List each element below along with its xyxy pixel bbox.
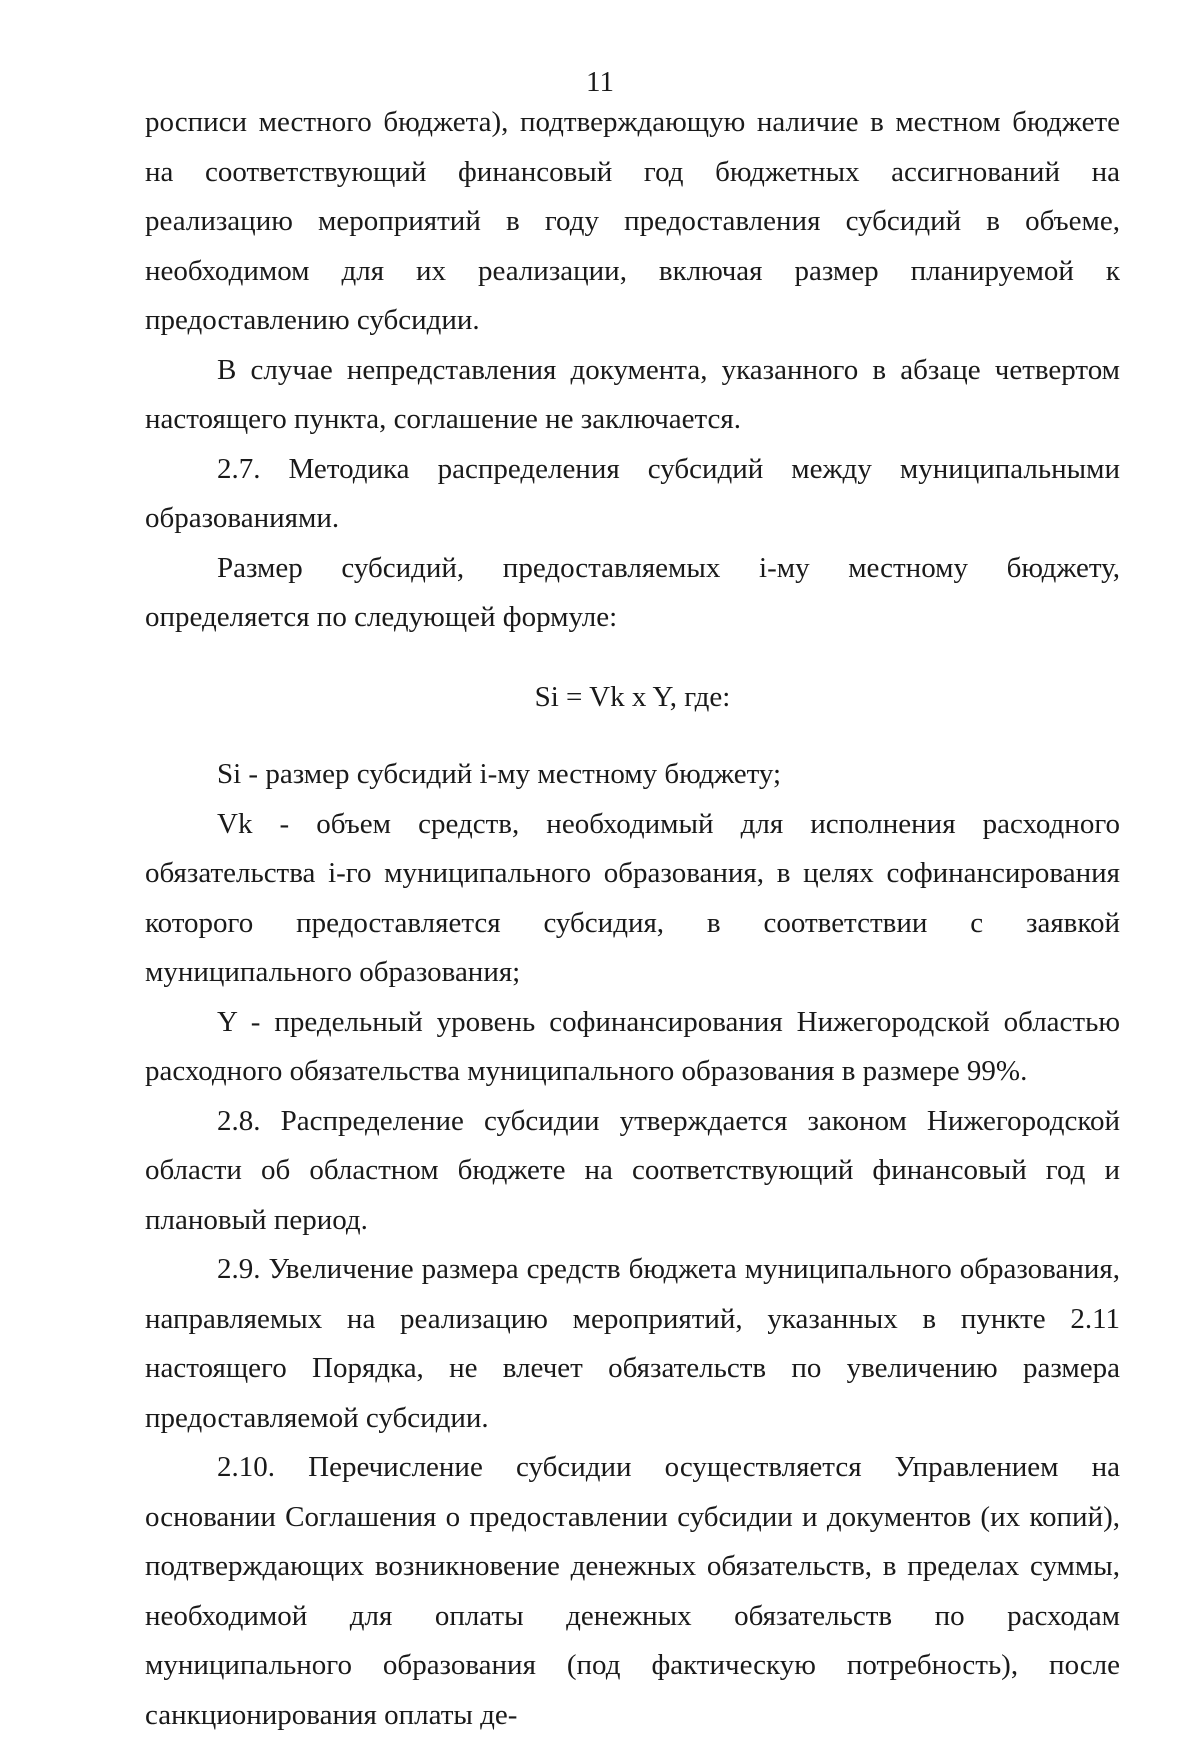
paragraph-formula-intro: Размер субсидий, предоставляемых i-му местному бюджету, определяется по следующей формуле: <box>145 551 1120 633</box>
paragraph-si-definition: Si - размер субсидий i-му местному бюджету; <box>217 758 782 790</box>
paragraph-2-10: 2.10. Перечисление субсидии осуществляется Управлением на основании Соглашения о предоставлении субсидии и документов (их копий), подтверждающих возникновение денежных обязательств, в пределах суммы, необходимой для оплаты денежных обязательств по расходам муниципального образования (под фактическую потребность), после санкционирования оплаты де- <box>145 1451 1120 1731</box>
document-body <box>145 98 1120 1740</box>
paragraph-2-7-heading: 2.7. Методика распределения субсидий между муниципальными образованиями. <box>145 452 1120 534</box>
page-number: 11 <box>586 66 614 98</box>
paragraph-budget-confirmation: росписи местного бюджета), подтверждающую наличие в местном бюджете на соответствующий финансовый год бюджетных ассигнований на реализацию мероприятий в году предоставления субсидий в объеме, необходимом для их реализации, включая размер планируемой к предоставлению субсидии. <box>145 106 1120 336</box>
paragraph-2-9: 2.9. Увеличение размера средств бюджета муниципального образования, направляемых на реализацию мероприятий, указанных в пункте 2.11 настоящего Порядка, не влечет обязательств по увеличению размера предоставляемой субсидии. <box>145 1253 1120 1434</box>
formula: Si = Vk x Y, где: <box>534 680 731 713</box>
paragraph-2-8: 2.8. Распределение субсидии утверждается законом Нижегородской области об областном бюджете на соответствующий финансовый год и плановый период. <box>145 1104 1120 1236</box>
paragraph-y-definition: Y - предельный уровень софинансирования Нижегородской областью расходного обязательства муниципального образования в размере 99%. <box>145 1005 1120 1087</box>
paragraph-no-agreement: В случае непредставления документа, указанного в абзаце четвертом настоящего пункта, соглашение не заключается. <box>145 353 1120 435</box>
paragraph-vk-definition: Vk - объем средств, необходимый для исполнения расходного обязательства i-го муниципального образования, в целях софинансирования которого предоставляется субсидия, в соответствии с заявкой муниципального образования; <box>145 807 1120 988</box>
